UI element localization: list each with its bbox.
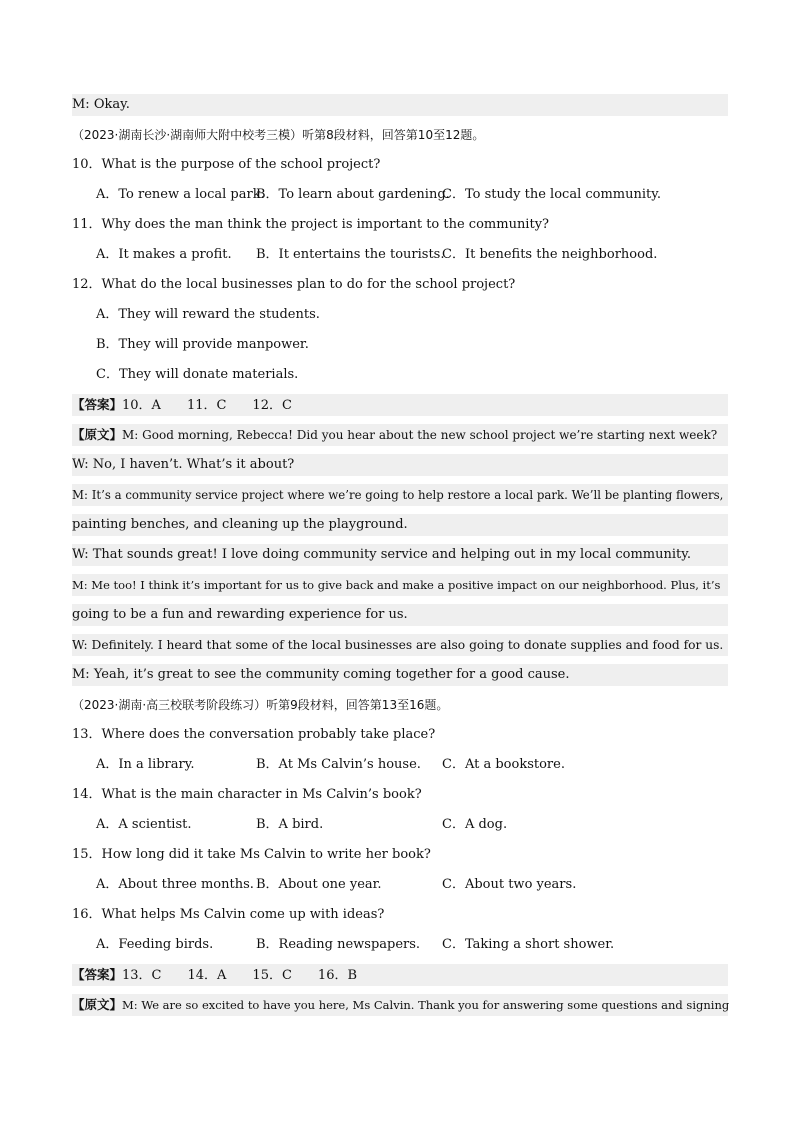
option-c: C．About two years. [442,877,577,892]
transcript-line: W: Definitely. I heard that some of the local businesses are also going to donate supplies and food for us. [72,634,728,656]
option-a: A．A scientist. [96,817,192,832]
option-a: A．In a library. [96,757,195,772]
question-options [96,244,716,266]
transcript-text: M: We are so excited to have you here, Ms Calvin. Thank you for answering some questions and signing [122,998,730,1012]
question-stem: 16．What helps Ms Calvin come up with ideas? [72,907,385,922]
transcript-line: M: It’s a community service project where we’re going to help restore a local park. We’ll be planting flowers, [72,484,728,506]
question-stem: 10．What is the purpose of the school project? [72,157,381,172]
answer-text: 13．C 14．A 15．C 16．B [122,968,358,983]
option-c: C．At a bookstore. [442,757,565,772]
transcript-text: M: Good morning, Rebecca! Did you hear about the new school project we’re starting next week? [122,428,718,442]
transcript-line: M: Me too! I think it’s important for us to give back and make a positive impact on our neighborhood. Plus, it’s [72,574,728,596]
transcript-line: W: That sounds great! I love doing community service and helping out in my local community. [72,544,728,566]
transcript-line: going to be a fun and rewarding experience for us. [72,604,728,626]
transcript-label: 【原文】 [72,997,123,1012]
transcript-line: W: No, I haven’t. What’s it about? [72,454,728,476]
section-source: （2023·湖南·高三校联考阶段练习）听第9段材料，回答第13至16题。 [72,698,449,712]
question-stem: 15．How long did it take Ms Calvin to write her book? [72,847,431,862]
transcript-line [72,424,728,446]
transcript-label: 【原文】 [72,427,123,442]
option-a: A．About three months. [96,877,254,892]
option-a: A．Feeding birds. [96,937,214,952]
option-a: A．They will reward the students. [96,307,320,322]
answer-label: 【答案】 [72,397,123,412]
question-options [96,874,716,896]
answer-line [72,964,728,986]
option-c: C．A dog. [442,817,508,832]
question-options [96,184,716,206]
question-stem: 14．What is the main character in Ms Calvin’s book? [72,787,422,802]
question-options [96,754,716,776]
option-c: C．Taking a short shower. [442,937,615,952]
option-b: B．To learn about gardening. [256,187,450,202]
question-options [96,934,716,956]
question-stem: 13．Where does the conversation probably take place? [72,727,436,742]
question-options [96,814,716,836]
answer-label: 【答案】 [72,967,123,982]
option-a: A．It makes a profit. [96,247,232,262]
option-b: B．Reading newspapers. [256,937,421,952]
option-b: B．A bird. [256,817,324,832]
transcript-line: painting benches, and cleaning up the playground. [72,514,728,536]
option-b: B．They will provide manpower. [96,337,309,352]
option-b: B．About one year. [256,877,382,892]
option-a: A．To renew a local park. [96,187,265,202]
answer-line [72,394,728,416]
option-b: B．At Ms Calvin’s house. [256,757,421,772]
answer-text: 10．A 11．C 12．C [122,398,292,413]
option-c: C．To study the local community. [442,187,662,202]
option-c: C．It benefits the neighborhood. [442,247,658,262]
transcript-line: M: Okay. [72,94,728,116]
option-b: B．It entertains the tourists. [256,247,445,262]
question-stem: 12．What do the local businesses plan to do for the school project? [72,277,516,292]
section-source: （2023·湖南长沙·湖南师大附中校考三模）听第8段材料，回答第10至12题。 [72,128,485,142]
transcript-line: M: Yeah, it’s great to see the community coming together for a good cause. [72,664,728,686]
transcript-line [72,994,728,1016]
question-stem: 11．Why does the man think the project is important to the community? [72,217,550,232]
option-c: C．They will donate materials. [96,367,299,382]
